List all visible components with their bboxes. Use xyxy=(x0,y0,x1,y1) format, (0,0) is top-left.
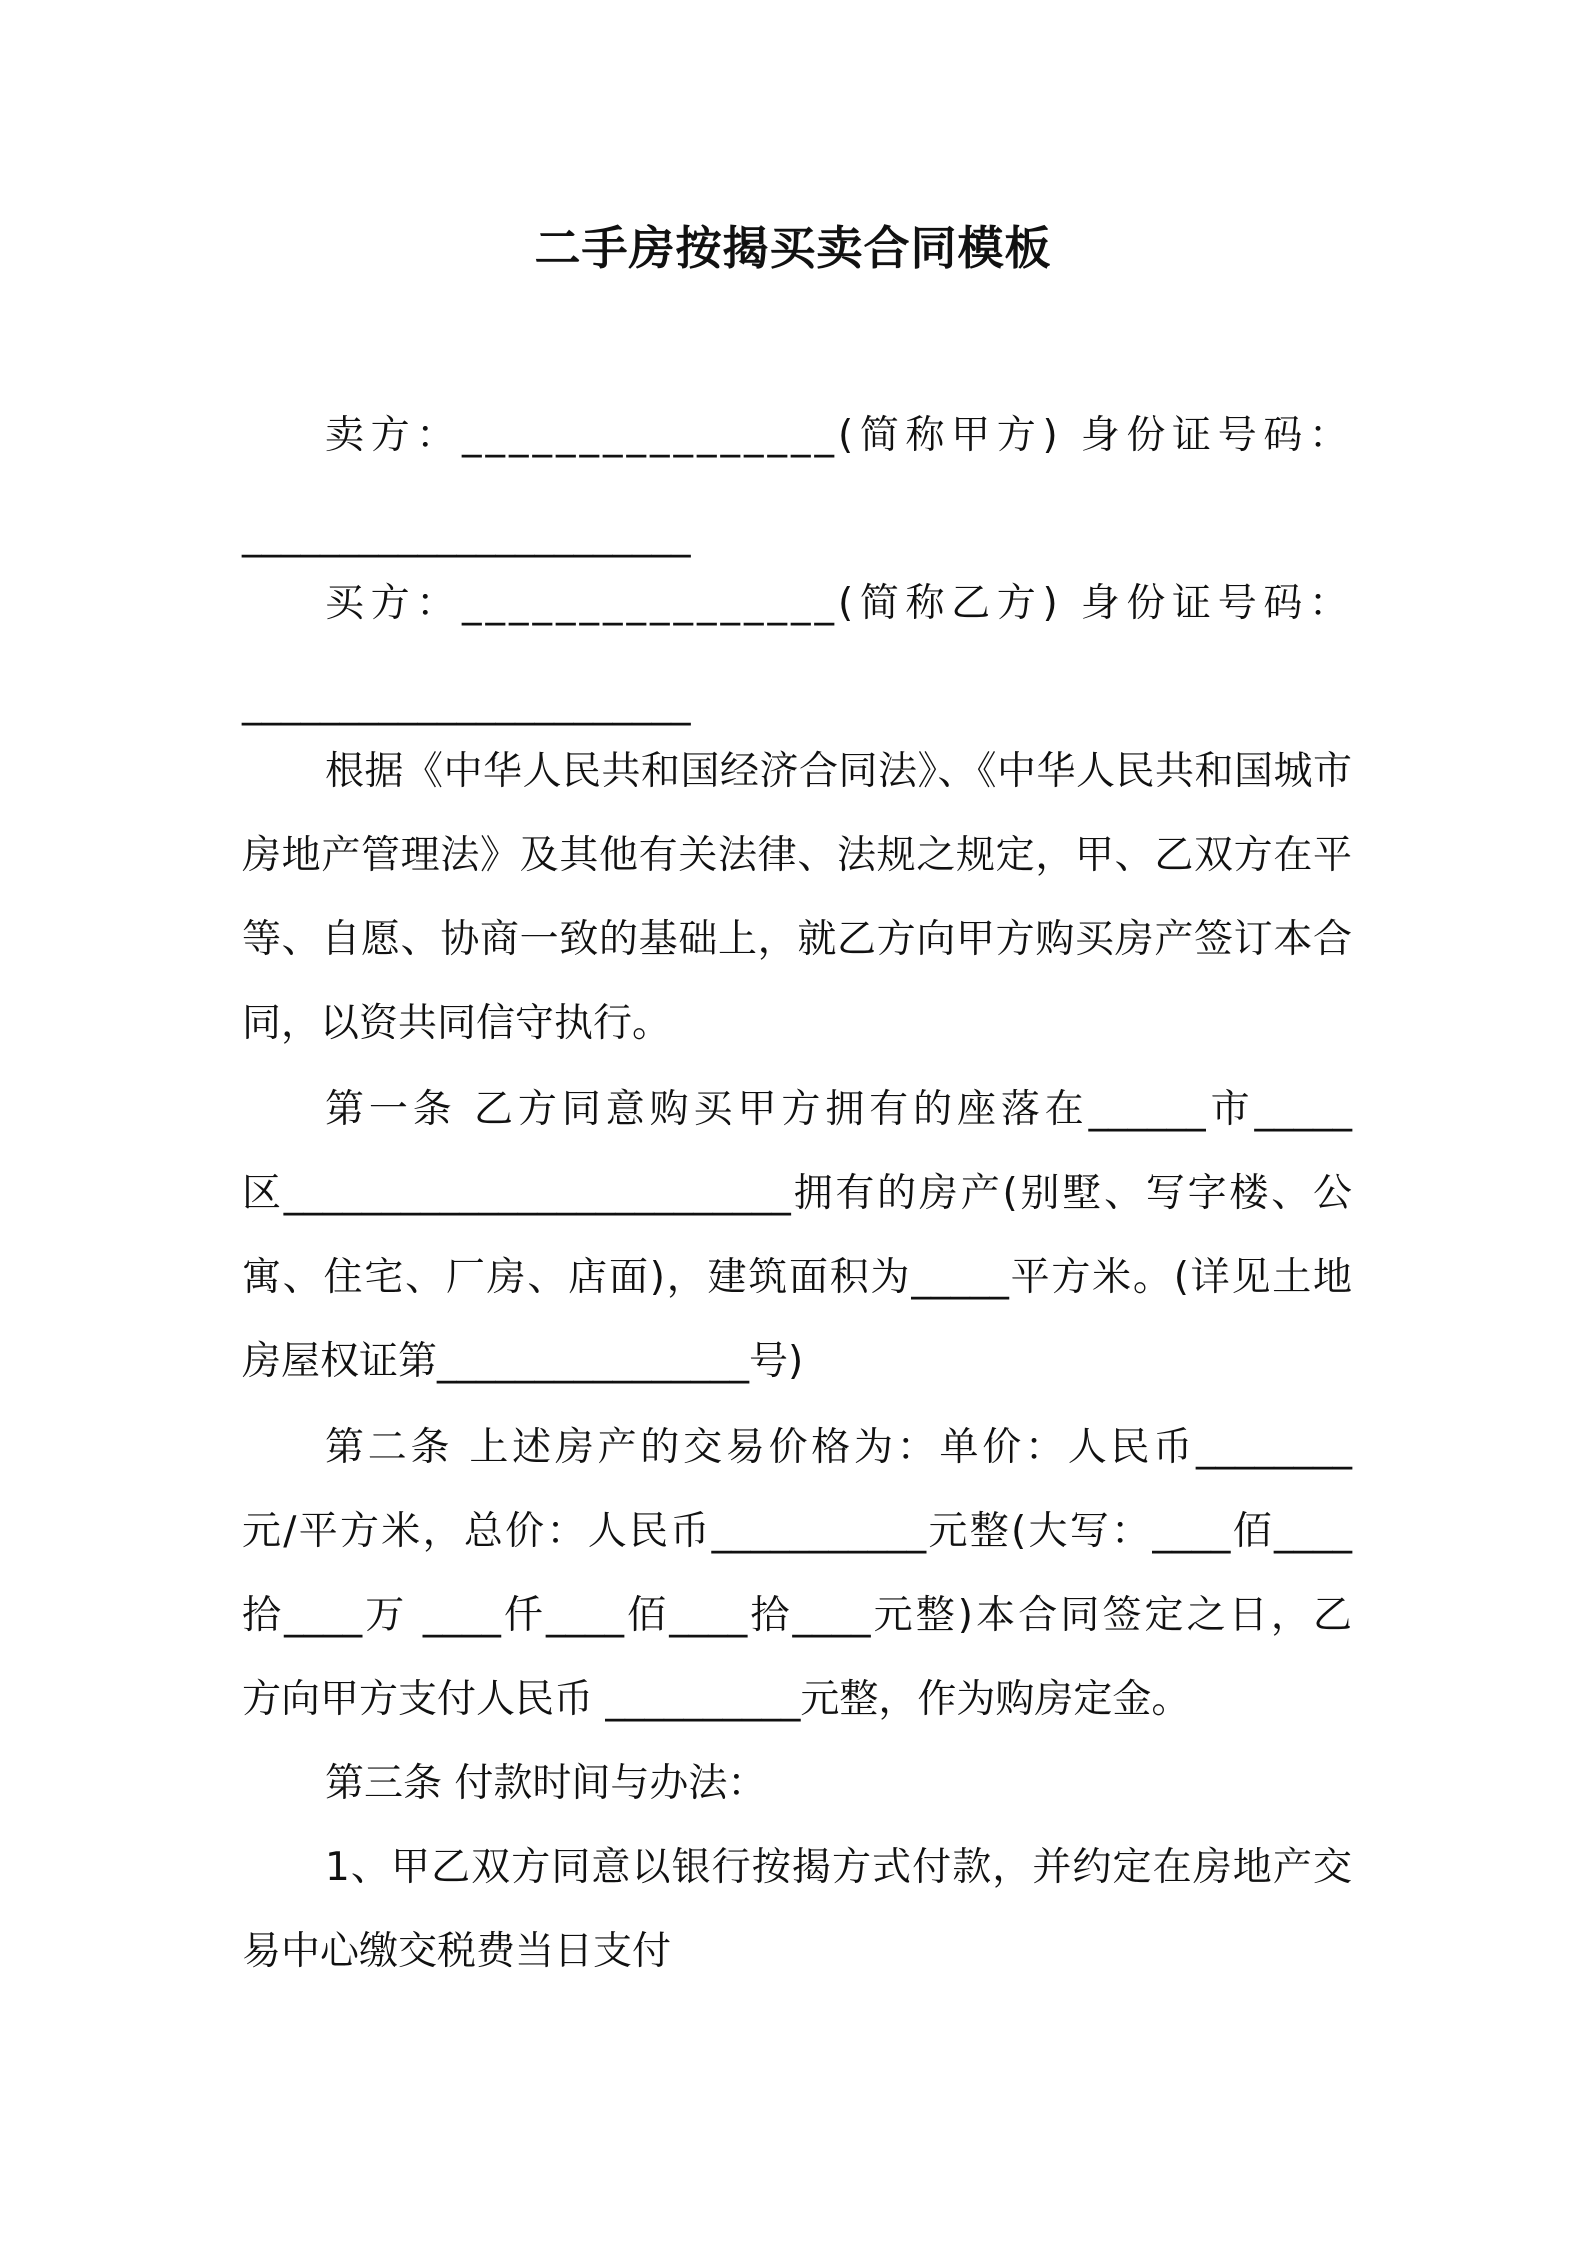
buyer-line: 买方：________________(简称乙方) 身份证号码： xyxy=(325,581,1352,626)
preamble-line-1: 根据《中华人民共和国经济合同法》、《中华人民共和国城市 xyxy=(325,749,1352,794)
article-2-line-3: 拾____万 ____仟____佰____拾____元整)本合同签定之日，乙 xyxy=(242,1593,1352,1638)
preamble-line-3: 等、自愿、协商一致的基础上，就乙方向甲方购买房产签订本合 xyxy=(242,917,1352,962)
buyer-id-blank: _______________________ xyxy=(242,681,691,726)
article-1-line-3: 寓、住宅、厂房、店面)，建筑面积为_____平方米。(详见土地 xyxy=(242,1255,1352,1300)
article-1-line-4: 房屋权证第________________号) xyxy=(242,1339,804,1384)
document-title: 二手房按揭买卖合同模板 xyxy=(534,221,1052,275)
preamble-line-2: 房地产管理法》及其他有关法律、法规之规定，甲、乙双方在平 xyxy=(242,833,1352,878)
preamble-line-4: 同，以资共同信守执行。 xyxy=(242,1001,672,1046)
article-3-item-1-line-1: 1、甲乙双方同意以银行按揭方式付款，并约定在房地产交 xyxy=(325,1845,1352,1890)
article-2-line-1: 第二条 上述房产的交易价格为：单价：人民币________ xyxy=(325,1425,1352,1470)
article-1-line-2: 区__________________________拥有的房产(别墅、写字楼、公 xyxy=(242,1171,1352,1216)
seller-line: 卖方：________________(简称甲方) 身份证号码： xyxy=(325,413,1352,458)
article-3-item-1-line-2: 易中心缴交税费当日支付 xyxy=(242,1929,672,1974)
article-3-heading: 第三条 付款时间与办法： xyxy=(325,1761,767,1806)
seller-id-blank: _______________________ xyxy=(242,513,691,558)
article-1-line-1: 第一条 乙方同意购买甲方拥有的座落在______市_____ xyxy=(325,1087,1352,1132)
article-2-line-2: 元/平方米，总价：人民币___________元整(大写：____佰____ xyxy=(242,1509,1352,1554)
article-2-line-4: 方向甲方支付人民币 __________元整，作为购房定金。 xyxy=(242,1677,1191,1722)
